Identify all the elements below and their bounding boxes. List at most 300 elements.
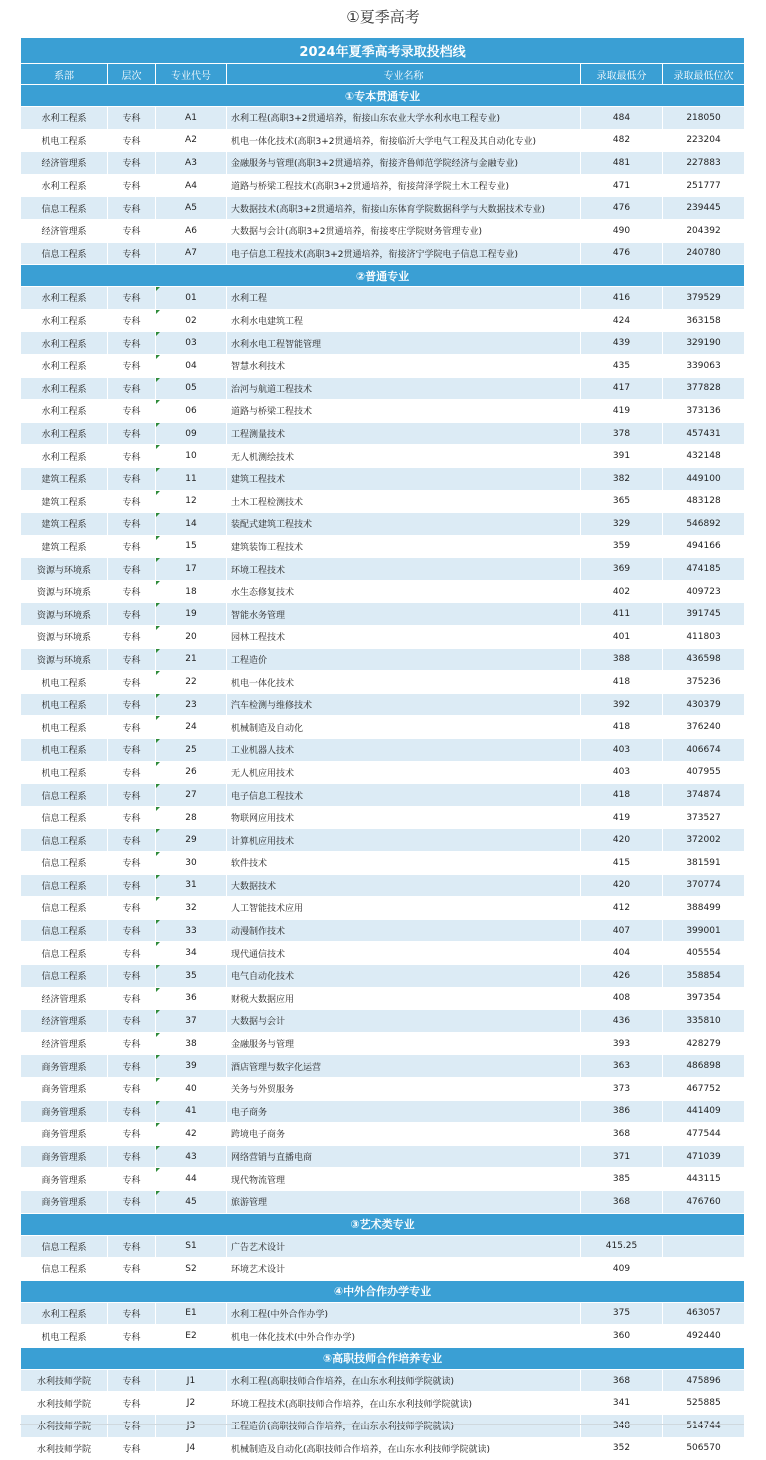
cell-major-name: 土木工程检测技术	[227, 490, 581, 513]
cell-major-name: 工程造价(高职技师合作培养，在山东水利技师学院就读)	[227, 1415, 581, 1438]
cell-major-name: 无人机应用技术	[227, 761, 581, 784]
cell-min-score: 363	[581, 1055, 663, 1078]
cell-major-name: 水生态修复技术	[227, 580, 581, 603]
cell-min-score: 404	[581, 942, 663, 965]
cell-min-rank: 411803	[663, 626, 745, 649]
cell-code: 44	[156, 1168, 227, 1191]
cell-major-name: 智慧水利技术	[227, 354, 581, 377]
cell-major-name: 无人机测绘技术	[227, 445, 581, 468]
cell-dept: 资源与环境系	[21, 580, 108, 603]
cell-dept: 水利技师学院	[21, 1392, 108, 1415]
table-row	[21, 919, 745, 942]
cell-min-score: 424	[581, 309, 663, 332]
section-header-row	[21, 85, 745, 107]
cell-code: 35	[156, 964, 227, 987]
cell-min-score: 411	[581, 603, 663, 626]
cell-min-rank: 546892	[663, 513, 745, 536]
cell-code: 15	[156, 535, 227, 558]
cell-level: 专科	[108, 1190, 156, 1213]
cell-dept: 商务管理系	[21, 1123, 108, 1146]
cell-dept: 商务管理系	[21, 1055, 108, 1078]
table-row	[21, 874, 745, 897]
cell-code: 24	[156, 716, 227, 739]
cell-min-score: 348	[581, 1415, 663, 1438]
cell-dept: 水利工程系	[21, 107, 108, 130]
cell-level: 专科	[108, 219, 156, 242]
cell-dept: 水利工程系	[21, 422, 108, 445]
cell-level: 专科	[108, 332, 156, 355]
cell-code: 31	[156, 874, 227, 897]
cell-min-score: 484	[581, 107, 663, 130]
cell-code: 45	[156, 1190, 227, 1213]
cell-min-score: 392	[581, 693, 663, 716]
cell-min-rank: 379529	[663, 287, 745, 310]
cell-min-score: 385	[581, 1168, 663, 1191]
section-header-row	[21, 1213, 745, 1235]
cell-code: 12	[156, 490, 227, 513]
cell-level: 专科	[108, 1235, 156, 1258]
cell-code: 11	[156, 467, 227, 490]
cell-min-rank: 475896	[663, 1369, 745, 1392]
cell-min-score: 401	[581, 626, 663, 649]
table-row	[21, 964, 745, 987]
cell-dept: 信息工程系	[21, 919, 108, 942]
cell-min-rank: 370774	[663, 874, 745, 897]
cell-dept: 商务管理系	[21, 1168, 108, 1191]
cell-dept: 建筑工程系	[21, 467, 108, 490]
cell-dept: 经济管理系	[21, 219, 108, 242]
cell-code: 27	[156, 784, 227, 807]
cell-min-score: 360	[581, 1325, 663, 1348]
section-title: ④中外合作办学专业	[21, 1280, 745, 1302]
table-body	[21, 85, 745, 1460]
cell-code: 01	[156, 287, 227, 310]
cell-major-name: 机电一体化技术(中外合作办学)	[227, 1325, 581, 1348]
cell-level: 专科	[108, 1392, 156, 1415]
cell-code: 03	[156, 332, 227, 355]
cell-min-score: 403	[581, 761, 663, 784]
cell-dept: 经济管理系	[21, 1010, 108, 1033]
cell-major-name: 工业机器人技术	[227, 739, 581, 762]
cell-code: 06	[156, 400, 227, 423]
cell-level: 专科	[108, 919, 156, 942]
cell-min-rank: 409723	[663, 580, 745, 603]
cell-dept: 信息工程系	[21, 874, 108, 897]
cell-min-rank: 474185	[663, 558, 745, 581]
cell-major-name: 机械制造及自动化	[227, 716, 581, 739]
cell-min-rank	[663, 1235, 745, 1258]
cell-level: 专科	[108, 309, 156, 332]
cell-min-score: 418	[581, 716, 663, 739]
table-row	[21, 626, 745, 649]
cell-min-rank: 240780	[663, 242, 745, 265]
table-row	[21, 490, 745, 513]
table-row	[21, 242, 745, 265]
column-header-min-score: 录取最低分	[581, 64, 663, 85]
cell-min-rank: 399001	[663, 919, 745, 942]
cell-code: A6	[156, 219, 227, 242]
cell-min-score: 368	[581, 1369, 663, 1392]
cell-level: 专科	[108, 1437, 156, 1460]
cell-min-rank: 441409	[663, 1100, 745, 1123]
cell-min-score: 418	[581, 784, 663, 807]
table-row	[21, 219, 745, 242]
cell-level: 专科	[108, 354, 156, 377]
cell-min-score: 416	[581, 287, 663, 310]
page-heading: ①夏季高考	[346, 8, 420, 26]
cell-major-name: 大数据技术(高职3+2贯通培养，衔接山东体育学院数据科学与大数据技术专业)	[227, 197, 581, 220]
cell-code: 34	[156, 942, 227, 965]
table-row	[21, 1369, 745, 1392]
cell-min-score: 420	[581, 874, 663, 897]
table-title: 2024年夏季高考录取投档线	[21, 38, 745, 64]
table-row	[21, 739, 745, 762]
cell-min-rank: 405554	[663, 942, 745, 965]
cell-min-rank: 363158	[663, 309, 745, 332]
cell-dept: 信息工程系	[21, 197, 108, 220]
table-row	[21, 1258, 745, 1281]
cell-code: A4	[156, 174, 227, 197]
cell-dept: 机电工程系	[21, 671, 108, 694]
cell-min-rank: 486898	[663, 1055, 745, 1078]
cell-min-score: 382	[581, 467, 663, 490]
cell-min-rank: 449100	[663, 467, 745, 490]
cell-level: 专科	[108, 580, 156, 603]
cell-min-score: 482	[581, 129, 663, 152]
cell-min-score: 329	[581, 513, 663, 536]
cell-dept: 水利工程系	[21, 174, 108, 197]
cell-code: 20	[156, 626, 227, 649]
cell-dept: 信息工程系	[21, 942, 108, 965]
cell-major-name: 装配式建筑工程技术	[227, 513, 581, 536]
section-header-row	[21, 1347, 745, 1369]
cell-dept: 商务管理系	[21, 1145, 108, 1168]
cell-code: A3	[156, 152, 227, 175]
cell-dept: 建筑工程系	[21, 535, 108, 558]
cell-major-name: 跨境电子商务	[227, 1123, 581, 1146]
table-row	[21, 987, 745, 1010]
table-row	[21, 1055, 745, 1078]
cell-level: 专科	[108, 987, 156, 1010]
cell-min-score: 341	[581, 1392, 663, 1415]
cell-code: 36	[156, 987, 227, 1010]
admission-table	[20, 37, 745, 1460]
cell-level: 专科	[108, 852, 156, 875]
cell-min-rank: 483128	[663, 490, 745, 513]
cell-code: 37	[156, 1010, 227, 1033]
cell-major-name: 机电一体化技术(高职3+2贯通培养，衔接临沂大学电气工程及其自动化专业)	[227, 129, 581, 152]
table-row	[21, 693, 745, 716]
cell-level: 专科	[108, 897, 156, 920]
cell-level: 专科	[108, 513, 156, 536]
cell-min-score: 371	[581, 1145, 663, 1168]
cell-dept: 信息工程系	[21, 964, 108, 987]
cell-level: 专科	[108, 1415, 156, 1438]
table-row	[21, 1123, 745, 1146]
table-row	[21, 129, 745, 152]
cell-min-score: 402	[581, 580, 663, 603]
section-header-row	[21, 1280, 745, 1302]
cell-major-name: 现代物流管理	[227, 1168, 581, 1191]
section-title: ③艺术类专业	[21, 1213, 745, 1235]
cell-code: A2	[156, 129, 227, 152]
cell-code: 25	[156, 739, 227, 762]
cell-major-name: 电子商务	[227, 1100, 581, 1123]
cell-major-name: 工程造价	[227, 648, 581, 671]
cell-level: 专科	[108, 558, 156, 581]
cell-major-name: 网络营销与直播电商	[227, 1145, 581, 1168]
table-row	[21, 287, 745, 310]
cell-dept: 资源与环境系	[21, 626, 108, 649]
cell-min-rank: 358854	[663, 964, 745, 987]
cell-level: 专科	[108, 377, 156, 400]
cell-major-name: 建筑装饰工程技术	[227, 535, 581, 558]
table-row	[21, 761, 745, 784]
cell-min-rank: 377828	[663, 377, 745, 400]
cell-level: 专科	[108, 964, 156, 987]
cell-dept: 机电工程系	[21, 129, 108, 152]
cell-major-name: 水利工程(中外合作办学)	[227, 1302, 581, 1325]
cell-code: 29	[156, 829, 227, 852]
cell-code: 41	[156, 1100, 227, 1123]
cell-min-rank: 506570	[663, 1437, 745, 1460]
cell-dept: 商务管理系	[21, 1190, 108, 1213]
cell-min-score: 490	[581, 219, 663, 242]
cell-code: J2	[156, 1392, 227, 1415]
cell-level: 专科	[108, 1369, 156, 1392]
cell-dept: 信息工程系	[21, 806, 108, 829]
cell-level: 专科	[108, 603, 156, 626]
cell-min-rank: 204392	[663, 219, 745, 242]
cell-dept: 水利工程系	[21, 287, 108, 310]
cell-code: 38	[156, 1032, 227, 1055]
column-header-row	[21, 64, 745, 85]
cell-min-score: 419	[581, 806, 663, 829]
cell-major-name: 汽车检测与维修技术	[227, 693, 581, 716]
cell-code: J1	[156, 1369, 227, 1392]
cell-level: 专科	[108, 445, 156, 468]
cell-level: 专科	[108, 874, 156, 897]
cell-min-score: 471	[581, 174, 663, 197]
column-header-level: 层次	[108, 64, 156, 85]
cell-code: 02	[156, 309, 227, 332]
cell-level: 专科	[108, 1302, 156, 1325]
cell-min-rank: 428279	[663, 1032, 745, 1055]
table-row	[21, 1235, 745, 1258]
cell-dept: 水利技师学院	[21, 1415, 108, 1438]
section-header-row	[21, 265, 745, 287]
cell-code: 21	[156, 648, 227, 671]
cell-dept: 机电工程系	[21, 761, 108, 784]
cell-major-name: 广告艺术设计	[227, 1235, 581, 1258]
cell-min-rank: 373136	[663, 400, 745, 423]
cell-min-score: 407	[581, 919, 663, 942]
cell-dept: 水利工程系	[21, 400, 108, 423]
cell-min-rank: 514744	[663, 1415, 745, 1438]
cell-min-rank	[663, 1258, 745, 1281]
table-row	[21, 400, 745, 423]
cell-min-score: 439	[581, 332, 663, 355]
cell-level: 专科	[108, 1325, 156, 1348]
cell-min-score: 435	[581, 354, 663, 377]
table-row	[21, 513, 745, 536]
table-row	[21, 1302, 745, 1325]
cell-level: 专科	[108, 1077, 156, 1100]
cell-level: 专科	[108, 1123, 156, 1146]
table-row	[21, 1190, 745, 1213]
cell-min-score: 481	[581, 152, 663, 175]
cell-major-name: 电子信息工程技术(高职3+2贯通培养，衔接济宁学院电子信息工程专业)	[227, 242, 581, 265]
cell-min-score: 418	[581, 671, 663, 694]
table-row	[21, 603, 745, 626]
section-title: ⑤高职技师合作培养专业	[21, 1347, 745, 1369]
cell-level: 专科	[108, 174, 156, 197]
table-row	[21, 152, 745, 175]
cell-code: 17	[156, 558, 227, 581]
cell-code: 33	[156, 919, 227, 942]
cell-major-name: 金融服务与管理(高职3+2贯通培养，衔接齐鲁师范学院经济与金融专业)	[227, 152, 581, 175]
cell-min-score: 388	[581, 648, 663, 671]
cell-major-name: 环境工程技术	[227, 558, 581, 581]
cell-code: 40	[156, 1077, 227, 1100]
table-row	[21, 1077, 745, 1100]
cell-major-name: 水利水电建筑工程	[227, 309, 581, 332]
cell-dept: 机电工程系	[21, 716, 108, 739]
cell-dept: 水利工程系	[21, 445, 108, 468]
table-row	[21, 942, 745, 965]
cell-dept: 信息工程系	[21, 897, 108, 920]
cell-level: 专科	[108, 648, 156, 671]
cell-min-rank: 457431	[663, 422, 745, 445]
table-row	[21, 107, 745, 130]
table-row	[21, 852, 745, 875]
cell-min-rank: 430379	[663, 693, 745, 716]
cell-major-name: 智能水务管理	[227, 603, 581, 626]
cell-dept: 水利工程系	[21, 354, 108, 377]
table-row	[21, 377, 745, 400]
cell-major-name: 环境工程技术(高职技师合作培养，在山东水利技师学院就读)	[227, 1392, 581, 1415]
table-row	[21, 1032, 745, 1055]
cell-level: 专科	[108, 761, 156, 784]
table-row	[21, 580, 745, 603]
cell-min-score: 420	[581, 829, 663, 852]
cell-min-score: 386	[581, 1100, 663, 1123]
bottom-divider	[20, 1424, 744, 1425]
table-row	[21, 897, 745, 920]
table-row	[21, 445, 745, 468]
cell-min-rank: 372002	[663, 829, 745, 852]
cell-code: 26	[156, 761, 227, 784]
table-row	[21, 1325, 745, 1348]
cell-major-name: 大数据与会计(高职3+2贯通培养，衔接枣庄学院财务管理专业)	[227, 219, 581, 242]
cell-min-score: 352	[581, 1437, 663, 1460]
cell-min-score: 412	[581, 897, 663, 920]
cell-code: S1	[156, 1235, 227, 1258]
table-row	[21, 716, 745, 739]
table-row	[21, 1010, 745, 1033]
table-row	[21, 332, 745, 355]
cell-min-rank: 525885	[663, 1392, 745, 1415]
cell-major-name: 治河与航道工程技术	[227, 377, 581, 400]
cell-level: 专科	[108, 806, 156, 829]
cell-dept: 资源与环境系	[21, 558, 108, 581]
cell-min-rank: 476760	[663, 1190, 745, 1213]
cell-code: A5	[156, 197, 227, 220]
cell-level: 专科	[108, 1168, 156, 1191]
cell-level: 专科	[108, 739, 156, 762]
cell-min-score: 415.25	[581, 1235, 663, 1258]
table-title-row	[21, 38, 745, 64]
cell-level: 专科	[108, 1055, 156, 1078]
table-row	[21, 1145, 745, 1168]
cell-min-rank: 223204	[663, 129, 745, 152]
cell-dept: 信息工程系	[21, 784, 108, 807]
cell-min-rank: 477544	[663, 1123, 745, 1146]
cell-code: A7	[156, 242, 227, 265]
cell-code: 10	[156, 445, 227, 468]
table-row	[21, 829, 745, 852]
cell-major-name: 物联网应用技术	[227, 806, 581, 829]
table-row	[21, 174, 745, 197]
cell-major-name: 旅游管理	[227, 1190, 581, 1213]
cell-major-name: 关务与外贸服务	[227, 1077, 581, 1100]
cell-code: J3	[156, 1415, 227, 1438]
cell-level: 专科	[108, 242, 156, 265]
table-row	[21, 354, 745, 377]
cell-major-name: 水利工程	[227, 287, 581, 310]
cell-min-rank: 376240	[663, 716, 745, 739]
cell-level: 专科	[108, 287, 156, 310]
cell-dept: 水利技师学院	[21, 1437, 108, 1460]
table-row	[21, 1168, 745, 1191]
cell-code: 22	[156, 671, 227, 694]
cell-dept: 机电工程系	[21, 693, 108, 716]
cell-dept: 资源与环境系	[21, 648, 108, 671]
cell-code: 28	[156, 806, 227, 829]
cell-level: 专科	[108, 467, 156, 490]
cell-min-rank: 335810	[663, 1010, 745, 1033]
cell-min-rank: 339063	[663, 354, 745, 377]
cell-major-name: 财税大数据应用	[227, 987, 581, 1010]
cell-code: 18	[156, 580, 227, 603]
cell-major-name: 酒店管理与数字化运营	[227, 1055, 581, 1078]
table-row	[21, 648, 745, 671]
cell-code: S2	[156, 1258, 227, 1281]
cell-dept: 信息工程系	[21, 1235, 108, 1258]
table-row	[21, 309, 745, 332]
cell-major-name: 人工智能技术应用	[227, 897, 581, 920]
cell-dept: 经济管理系	[21, 152, 108, 175]
cell-min-rank: 391745	[663, 603, 745, 626]
cell-major-name: 水利工程(高职3+2贯通培养，衔接山东农业大学水利水电工程专业)	[227, 107, 581, 130]
cell-dept: 资源与环境系	[21, 603, 108, 626]
cell-min-score: 419	[581, 400, 663, 423]
cell-min-rank: 375236	[663, 671, 745, 694]
cell-level: 专科	[108, 1100, 156, 1123]
cell-dept: 信息工程系	[21, 242, 108, 265]
cell-major-name: 环境艺术设计	[227, 1258, 581, 1281]
cell-code: 04	[156, 354, 227, 377]
cell-min-score: 436	[581, 1010, 663, 1033]
cell-major-name: 大数据与会计	[227, 1010, 581, 1033]
cell-level: 专科	[108, 400, 156, 423]
cell-major-name: 工程测量技术	[227, 422, 581, 445]
cell-min-rank: 329190	[663, 332, 745, 355]
cell-level: 专科	[108, 1032, 156, 1055]
table-row	[21, 671, 745, 694]
cell-min-score: 369	[581, 558, 663, 581]
cell-code: 32	[156, 897, 227, 920]
